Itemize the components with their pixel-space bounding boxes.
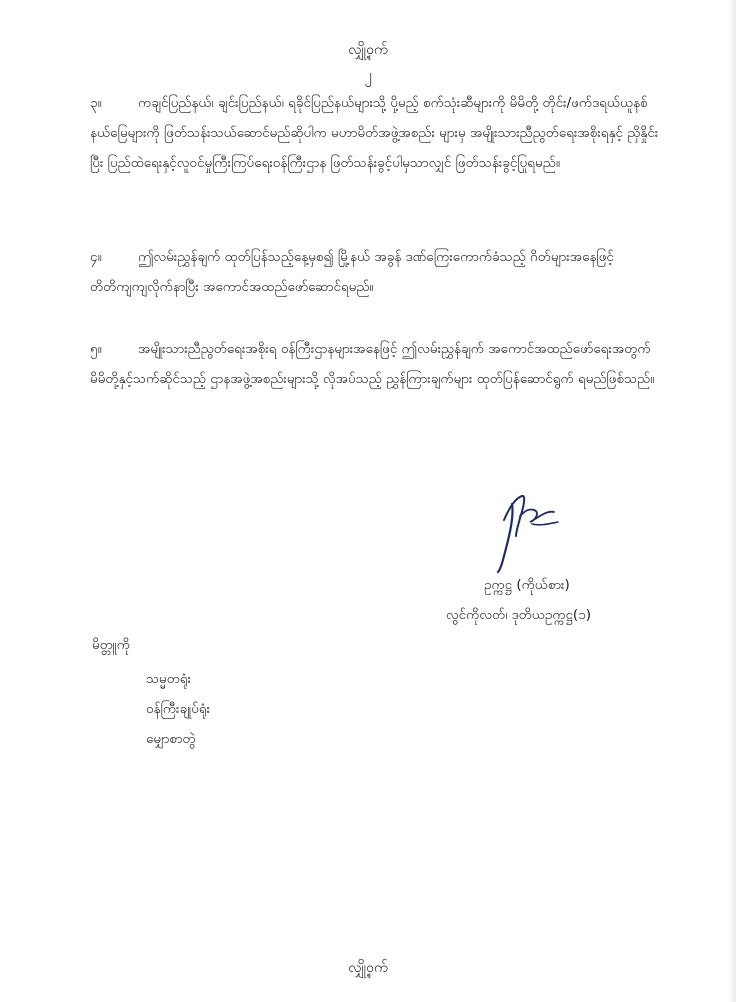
distribution-recipient: ဝန်ကြီးချုပ်ရုံး xyxy=(146,701,211,717)
paragraph-number: ၃။ xyxy=(90,95,102,111)
paragraph-text: ဤလမ်းညွှန်ချက် ထုတ်ပြန်သည့်နေ့မှစ၍ မြို့နယ် အခွန် ဒဏ်ကြေးကောက်ခံသည့် ဂိတ်များအနေဖြင့် တိတိကျကျလိုက်နာပြီး အကောင်အထည်ဖော်ဆောင်ရမည်။ xyxy=(90,249,614,295)
header-classification: လျှို့ဝှက် xyxy=(348,42,388,58)
distribution-recipient: သမ္မတရုံး xyxy=(146,671,192,687)
page-shadow-edge xyxy=(728,0,736,1002)
page-number: ၂ xyxy=(364,66,372,84)
paragraph-text: ကချင်ပြည်နယ်၊ ချင်းပြည်နယ်၊ ရခိုင်ပြည်နယ်များသို့ ပို့မည့် စက်သုံးဆီများကို မိမိတို့ တိုင်း/ဖက်ဒရယ်ယူနစ်နယ်မြေများကို ဖြတ်သန်းသယ်ဆောင်မည်ဆိုပါက မဟာမိတ်အဖွဲ့အစည်း များမှ အမျိုးသားညီညွတ်ရေးအစိုးရနှင့် ညှိနှိုင်းပြီး ပြည်ထဲရေးနှင့်လူဝင်မှုကြီးကြပ်ရေးဝန်ကြီးဌာန ဖြတ်သန်းခွင့်ပါမှသာလျှင် ဖြတ်သန်းခွင့်ပြုရမည်။ xyxy=(90,95,659,171)
signatory-title: လွင်ကိုလတ်၊ ဒုတိယဥက္ကဋ္ဌ(၁) xyxy=(446,607,592,623)
handwritten-signature xyxy=(490,486,570,576)
distribution-label: မိတ္တူကို xyxy=(92,637,130,653)
paragraph-number: ၄။ xyxy=(90,249,102,265)
paragraph-4 xyxy=(90,242,668,302)
signatory-name: ဥက္ကဋ္ဌ (ကိုယ်စား) xyxy=(484,577,570,593)
paragraph-5 xyxy=(90,334,668,394)
distribution-recipient: မျှောစာတွဲ xyxy=(146,731,196,747)
paragraph-3 xyxy=(90,88,668,178)
paragraph-number: ၅။ xyxy=(90,341,102,357)
paragraph-text: အမျိုးသားညီညွတ်ရေးအစိုးရ ဝန်ကြီးဌာနများအနေဖြင့် ဤလမ်းညွှန်ချက် အကောင်အထည်ဖော်ရေးအတွက် မိမိတို့နှင့်သက်ဆိုင်သည့် ဌာနအဖွဲ့အစည်းများသို့ လိုအပ်သည့် ညွှန်ကြားချက်များ ထုတ်ပြန်ဆောင်ရွက် ရမည်ဖြစ်သည်။ xyxy=(90,341,655,387)
distribution-list xyxy=(146,664,210,754)
footer-classification: လျှို့ဝှက် xyxy=(348,960,388,976)
